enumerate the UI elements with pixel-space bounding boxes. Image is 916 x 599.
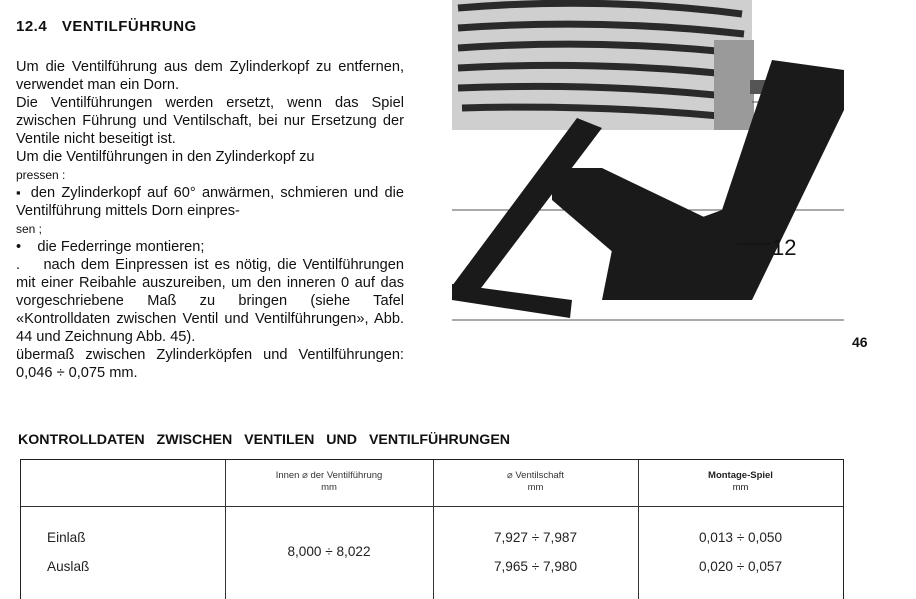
header-stem-diameter xyxy=(433,470,638,494)
cylinder-head-fins xyxy=(452,0,780,130)
bullet-2-text: die Federringe montieren; xyxy=(37,239,205,255)
bullet-2 xyxy=(16,238,404,256)
header-clearance xyxy=(638,470,843,494)
header-inner-diameter xyxy=(225,470,433,494)
bullet-3 xyxy=(16,256,404,346)
bullet-period-icon: . xyxy=(16,257,44,273)
row-label-inlet: Einlaß xyxy=(47,530,86,545)
header-stem-diameter-label: ⌀ Ventilschaft xyxy=(507,470,564,481)
bullet-3-text: nach dem Einpressen ist es nötig, die Ventilführungen mit einer Reibahle auszureiben, um den inneren 0 auf das vorgeschriebene Maß zu bringen (siehe Tafel «Kontrolldaten zwischen Ventil und Ventilführungen», Abb. 44 und Zeichnung Abb. 45). xyxy=(16,257,404,345)
inner-diameter-value: 8,000 ÷ 8,022 xyxy=(287,544,371,559)
paragraph-1: Um die Ventilführung aus dem Zylinderkopf zu entfernen, verwendet man ein Dorn. xyxy=(16,59,404,93)
figure-label: 12 xyxy=(772,235,797,260)
header-stem-diameter-unit: mm xyxy=(527,482,544,493)
paragraph-4: übermaß zwischen Zylinderköpfen und Ventilführungen: 0,046 ÷ 0,075 mm. xyxy=(16,347,404,381)
stem-value-outlet: 7,965 ÷ 7,980 xyxy=(493,559,578,574)
header-clearance-unit: mm xyxy=(732,482,749,493)
row-label-outlet: Auslaß xyxy=(47,559,90,574)
bullet-1-cont: sen ; xyxy=(16,222,43,236)
header-inner-diameter-label: Innen ⌀ der Ventilführung xyxy=(275,470,383,481)
data-table xyxy=(20,459,844,599)
valve-guide-tool-photo xyxy=(452,0,844,332)
clearance-value-inlet: 0,013 ÷ 0,050 xyxy=(698,530,783,545)
paragraph-3-cont: pressen : xyxy=(16,168,66,182)
stem-value-inlet: 7,927 ÷ 7,987 xyxy=(493,530,578,545)
section-heading xyxy=(16,18,197,35)
page-number: 46 xyxy=(852,334,868,350)
header-inner-diameter-unit: mm xyxy=(321,482,337,493)
paragraph-3: Um die Ventilführungen in den Zylinderkopf zu xyxy=(16,149,315,165)
body-text xyxy=(16,58,404,382)
section-number: 12.4 xyxy=(16,18,48,35)
header-clearance-label: Montage-Spiel xyxy=(708,470,773,481)
header-divider xyxy=(21,506,843,507)
table-title: KONTROLLDATEN ZWISCHEN VENTILEN UND VENTILFÜHRUNGEN xyxy=(18,432,511,448)
section-title: VENTILFÜHRUNG xyxy=(61,18,197,35)
clearance-value-outlet: 0,020 ÷ 0,057 xyxy=(698,559,783,574)
bullet-dot-icon: • xyxy=(16,239,38,255)
paragraph-2: Die Ventilführungen werden ersetzt, wenn das Spiel zwischen Führung und Ventilschaft, bei nur Ersetzung der Ventile nicht beseitigt ist. xyxy=(16,95,404,147)
bullet-1: ▪ den Zylinderkopf auf 60° anwärmen, schmieren und die Ventilführung mittels Dorn einpres- xyxy=(16,184,404,220)
